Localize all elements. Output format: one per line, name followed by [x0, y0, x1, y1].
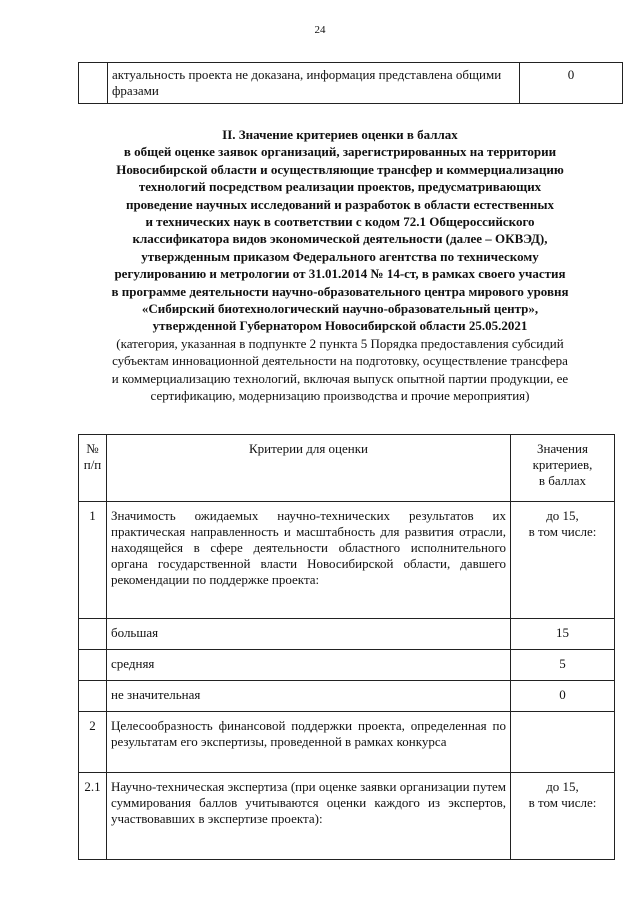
row-number-cell: 2.1 [79, 773, 107, 860]
continued-criteria-table [78, 62, 623, 104]
score-value-cell: 15 [511, 619, 615, 650]
header-values-line: в баллах [538, 473, 587, 488]
table-row [79, 63, 623, 104]
score-value-cell: 0 [511, 681, 615, 712]
criteria-text-cell: средняя [107, 650, 511, 681]
section-note-line: сертификацию, модернизацию производства и прочие мероприятия) [150, 388, 530, 404]
table-row [79, 712, 615, 773]
header-number: № п/п [79, 435, 107, 502]
criteria-text-cell: Значимость ожидаемых научно-технических результатов их практическая направленность и масштабность для развития отрасли, находящейся в сфере деятельности областного исполнительного органа государственной власти Новосибирской области, давшего рекомендации по поддержке проекта: [107, 502, 511, 619]
table-row [79, 502, 615, 619]
section-heading [60, 126, 620, 405]
table-row [79, 619, 615, 650]
header-values-line: Значения [537, 441, 588, 456]
row-number-cell [79, 63, 108, 104]
score-value-line: до 15, [546, 508, 579, 523]
row-number-cell [79, 681, 107, 712]
criteria-table [78, 434, 615, 860]
section-title-line: «Сибирский биотехнологический научно-образовательный центр», [141, 301, 539, 317]
section-title-line: утвержденным приказом Федерального агентства по техническому [141, 248, 539, 264]
table-row [79, 681, 615, 712]
page-number: 24 [314, 24, 326, 36]
score-value-cell: 5 [511, 650, 615, 681]
section-title-line: Новосибирской области и осуществляющие трансфер и коммерциализацию [116, 161, 564, 177]
score-value-line: до 15, [546, 779, 579, 794]
row-number-cell: 1 [79, 502, 107, 619]
criteria-text-cell: большая [107, 619, 511, 650]
section-title-line: регулированию и метрологии от 31.01.2014 № 14-ст, в рамках своего участия [114, 266, 566, 282]
section-title-line: утвержденной Губернатором Новосибирской области 25.05.2021 [152, 318, 528, 334]
header-criteria: Критерии для оценки [107, 435, 511, 502]
row-number-cell: 2 [79, 712, 107, 773]
score-value-line: в том числе: [528, 795, 597, 810]
score-value-line: в том числе: [528, 524, 597, 539]
section-note-line: (категория, указанная в подпункте 2 пункта 5 Порядка предоставления субсидий [116, 335, 564, 351]
section-title-line: классификатора видов экономической деятельности (далее – ОКВЭД), [132, 231, 548, 247]
row-number-cell [79, 619, 107, 650]
section-title-line: II. Значение критериев оценки в баллах [222, 127, 458, 142]
criteria-text-cell: не значительная [107, 681, 511, 712]
score-value-cell: 0 [520, 63, 623, 104]
table-row [79, 650, 615, 681]
header-values [511, 435, 615, 502]
table-row [79, 773, 615, 860]
section-title-line: в программе деятельности научно-образовательного центра мирового уровня [111, 283, 569, 299]
row-number-cell [79, 650, 107, 681]
section-title-line: проведение научных исследований и разработок в области естественных [125, 196, 555, 212]
section-title-line: технологий посредством реализации проектов, предусматривающих [138, 179, 542, 195]
section-title-line: и технических наук в соответствии с кодом 72.1 Общероссийского [145, 214, 535, 230]
table-header-row [79, 435, 615, 502]
section-note-line: субъектам инновационной деятельности на подготовку, осуществление трансфера [112, 353, 568, 369]
score-value-cell [511, 502, 615, 619]
header-values-line: критериев, [532, 457, 593, 472]
score-value-cell [511, 712, 615, 773]
section-note-line: и коммерциализацию технологий, включая выпуск опытной партии продукции, ее [111, 370, 569, 386]
criteria-text-cell: Научно-техническая экспертиза (при оценке заявки организации путем суммирования баллов учитываются оценки каждого из экспертов, участвовавших в экспертизе проекта): [107, 773, 511, 860]
section-title-line: в общей оценке заявок организаций, зарегистрированных на территории [123, 144, 557, 160]
criteria-text-cell: Целесообразность финансовой поддержки проекта, определенная по результатам его экспертизы, проведенной в рамках конкурса [107, 712, 511, 773]
score-value-cell [511, 773, 615, 860]
criteria-text-cell: актуальность проекта не доказана, информация представлена общими фразами [108, 63, 520, 104]
